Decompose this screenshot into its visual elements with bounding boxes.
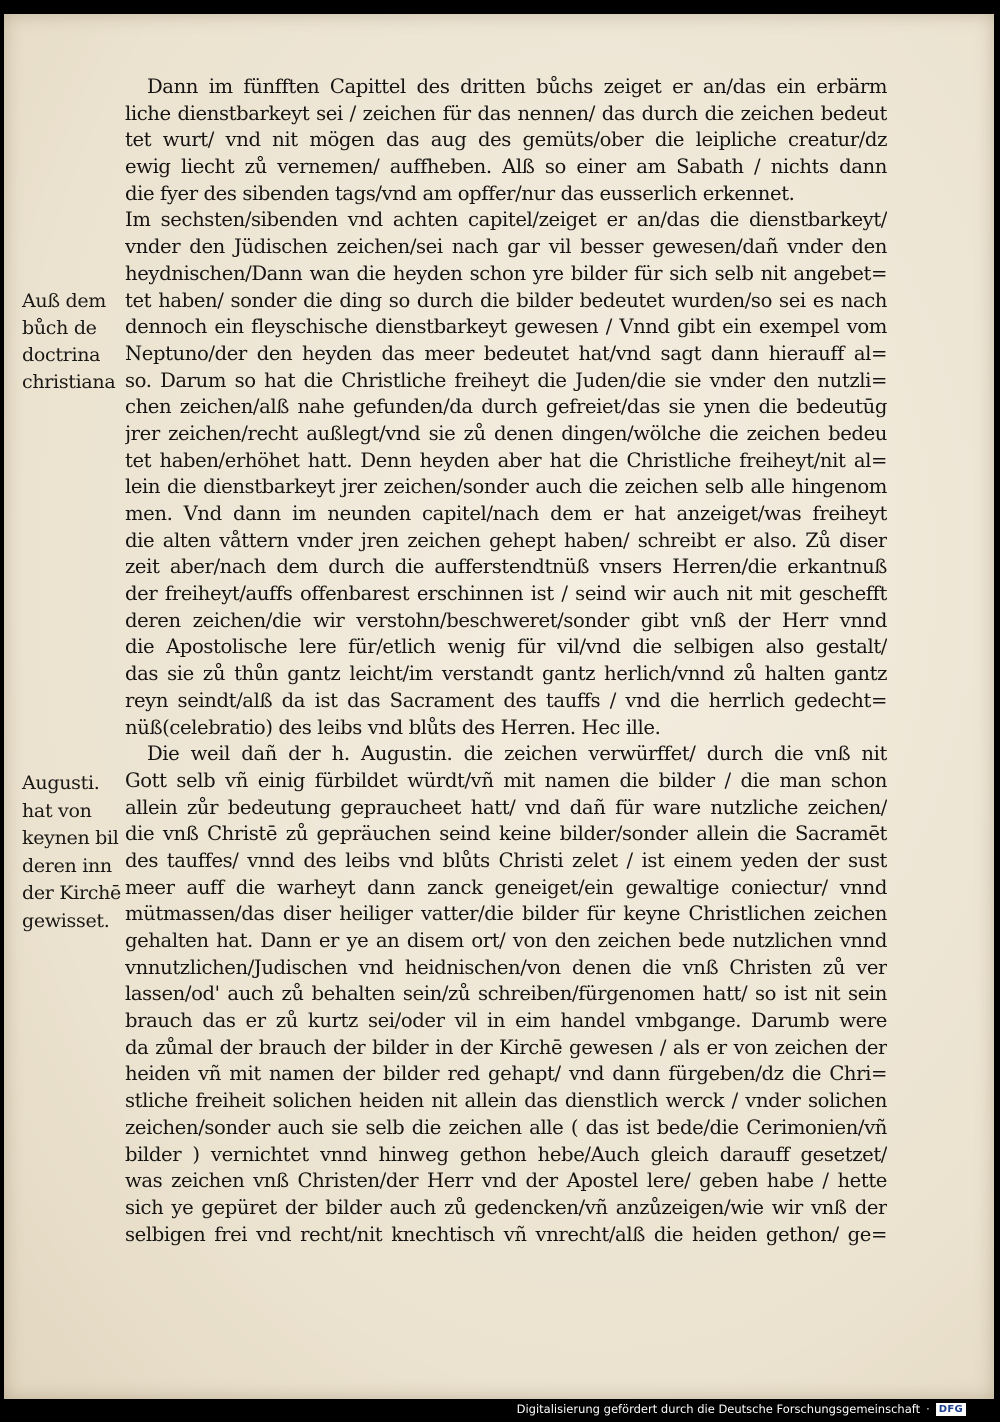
- margin-note-line: keynen bil: [22, 827, 119, 849]
- text-line: tet haben/erhöhet hatt. Denn heyden aber hat die Christliche freiheyt/nit al=: [125, 448, 887, 472]
- text-line: tet wurt/ vnd nit mögen das aug des gemüts/ober die leipliche creatur/dz: [125, 128, 887, 152]
- text-line: die vnß Christē zů gepräuchen seind keine bilder/sonder allein die Sacramēt: [125, 822, 887, 846]
- text-line: was zeichen vnß Christen/der Herr vnd der Apostel lere/ geben habe / hette: [125, 1169, 887, 1193]
- text-line: da zůmal der brauch der bilder in der Kirchē gewesen / als er von zeichen der: [125, 1035, 887, 1059]
- text-line: heydnischen/Dann wan die heyden schon yre bilder für sich selb nit angebet=: [125, 261, 887, 285]
- text-line: zeit aber/nach dem durch die aufferstendtnüß vnsers Herren/die erkantnuß: [125, 555, 887, 579]
- text-line: die fyer des sibenden tags/vnd am opffer/nur das eusserlich erkennet.: [125, 181, 795, 205]
- text-line: reyn seindt/alß da ist das Sacrament des tauffs / vnd die herrlich gedecht=: [125, 688, 887, 712]
- margin-note-line: christiana: [22, 371, 116, 393]
- margin-note-line: Augusti.: [22, 772, 100, 794]
- text-line: brauch das er zů kurtz sei/oder vil in eim handel vmbgange. Darumb were: [125, 1009, 887, 1033]
- text-line: gehalten hat. Dann er ye an disem ort/ von den zeichen bede nutzlichen vnnd: [125, 929, 887, 952]
- text-line: heiden vñ mit namen der bilder red gehapt/ vnd dann fürgeben/dz die Chri=: [125, 1062, 887, 1086]
- text-line: men. Vnd dann im neunden capitel/nach dem er hat anzeiget/was freiheyt: [125, 502, 887, 525]
- text-line: Die weil dañ der h. Augustin. die zeichen verwürffet/ durch die vnß nit: [147, 742, 887, 766]
- main-text-block: [125, 74, 887, 1248]
- text-line: mütmassen/das diser heiliger vatter/die bilder für keyne Christlichen zeichen: [125, 902, 887, 926]
- text-line: das sie zů thůn gantz leicht/im verstandt gantz herlich/vnnd zů halten gantz: [125, 662, 887, 686]
- margin-note-line: bůch de: [22, 317, 97, 339]
- margin-note-line: gewisset.: [22, 909, 110, 932]
- footer-separator: ·: [926, 1402, 930, 1416]
- margin-note-line: Auß dem: [22, 290, 107, 312]
- text-line: stliche freiheit solichen heiden nit allein das dienstlich werck / vnder solichen: [125, 1089, 887, 1113]
- text-line: die alten våttern vnder jren zeichen gehept haben/ schreibt er also. Zů diser: [125, 528, 887, 552]
- margin-note-line: doctrina: [22, 344, 101, 366]
- dfg-logo: DFG: [936, 1403, 966, 1416]
- text-line: allein zůr bedeutung gepraucheet hatt/ vnd dañ für ware nutzliche zeichen/: [125, 795, 887, 819]
- footer-credit-text: Digitalisierung gefördert durch die Deutsche Forschungsgemeinschaft: [516, 1402, 921, 1416]
- text-line: chen zeichen/alß nahe gefunden/da durch gefreiet/das sie ynen die bedeutūg: [125, 395, 887, 419]
- text-line: ewig liecht zů vernemen/ auffheben. Alß so einer am Sabath / nichts dann: [125, 155, 887, 179]
- text-line: lein die dienstbarkeyt jrer zeichen/sonder auch die zeichen selb alle hingenom: [125, 475, 887, 499]
- text-line: zeichen/sonder auch sie selb die zeichen alle ( das ist bede/die Cerimonien/vñ: [125, 1115, 887, 1139]
- text-line: die Apostolische lere für/etlich wenig für vil/vnd die selbigen also gestalt/: [125, 635, 887, 659]
- text-line: des tauffes/ vnnd des leibs vnd blůts Christi zelet / ist einem yeden der sust: [125, 848, 887, 872]
- text-line: sich ye gepüret der bilder auch zů gedencken/vñ anzůzeigen/wie wir vnß der: [125, 1195, 887, 1219]
- text-line: Gott selb vñ einig fürbildet würdt/vñ mit namen die bilder / die man schon: [125, 768, 887, 792]
- text-line: deren zeichen/die wir verstohn/beschweret/sonder gibt vnß der Herr vnnd: [125, 608, 887, 632]
- text-line: Dann im fünfften Capittel des dritten bůchs zeiget er an/das ein erbärm: [147, 75, 887, 98]
- text-line: dennoch ein fleyschische dienstbarkeyt gewesen / Vnnd gibt ein exempel vom: [125, 315, 887, 339]
- text-line: liche dienstbarkeyt sei / zeichen für das nennen/ das durch die zeichen bedeut: [125, 101, 887, 125]
- text-line: jrer zeichen/recht außlegt/vnd sie zů denen dingen/wölche die zeichen bedeu: [125, 421, 887, 445]
- text-line: so. Darum so hat die Christliche freiheyt die Juden/die sie vnder den nutzli=: [125, 368, 887, 392]
- text-line: selbigen frei vnd recht/nit knechtisch vñ vnrecht/alß die heiden gethon/ ge=: [125, 1222, 887, 1246]
- text-line: meer auff die warheyt dann zanck geneiget/ein gewaltige coniectur/ vnnd: [125, 875, 887, 899]
- text-line: der freiheyt/auffs offenbarest erschinnen ist / seind wir auch nit mit geschefft: [125, 582, 887, 606]
- text-line: vnnutzlichen/Judischen vnd heidnischen/von denen die vnß Christen zů ver: [125, 955, 887, 979]
- text-line: lassen/od' auch zů behalten sein/zů schreiben/fürgenomen hatt/ so ist nit sein: [125, 982, 887, 1006]
- text-line: Neptuno/der den heyden das meer bedeutet hat/vnd sagt dann hierauff al=: [125, 341, 887, 365]
- margin-note-doctrina: [22, 288, 115, 396]
- margin-note-line: hat von: [22, 799, 92, 822]
- text-line: vnder den Jüdischen zeichen/sei nach gar vil besser gewesen/dañ vnder den: [125, 235, 887, 259]
- text-line: tet haben/ sonder die ding so durch die bilder bedeutet wurden/so sei es nach: [125, 288, 887, 312]
- text-line: nüß(celebratio) des leibs vnd blůts des Herren. Hec ille.: [125, 715, 661, 739]
- margin-note-line: deren inn: [22, 854, 112, 877]
- text-line: Im sechsten/sibenden vnd achten capitel/zeiget er an/das die dienstbarkeyt/: [125, 208, 887, 232]
- footer-credit: [517, 1400, 966, 1418]
- margin-note-line: der Kirchē: [22, 882, 122, 904]
- margin-note-augustin: [22, 770, 121, 935]
- text-line: bilder ) vernichtet vnnd hinweg gethon hebe/Auch gleich darauff gesetzet/: [125, 1142, 887, 1166]
